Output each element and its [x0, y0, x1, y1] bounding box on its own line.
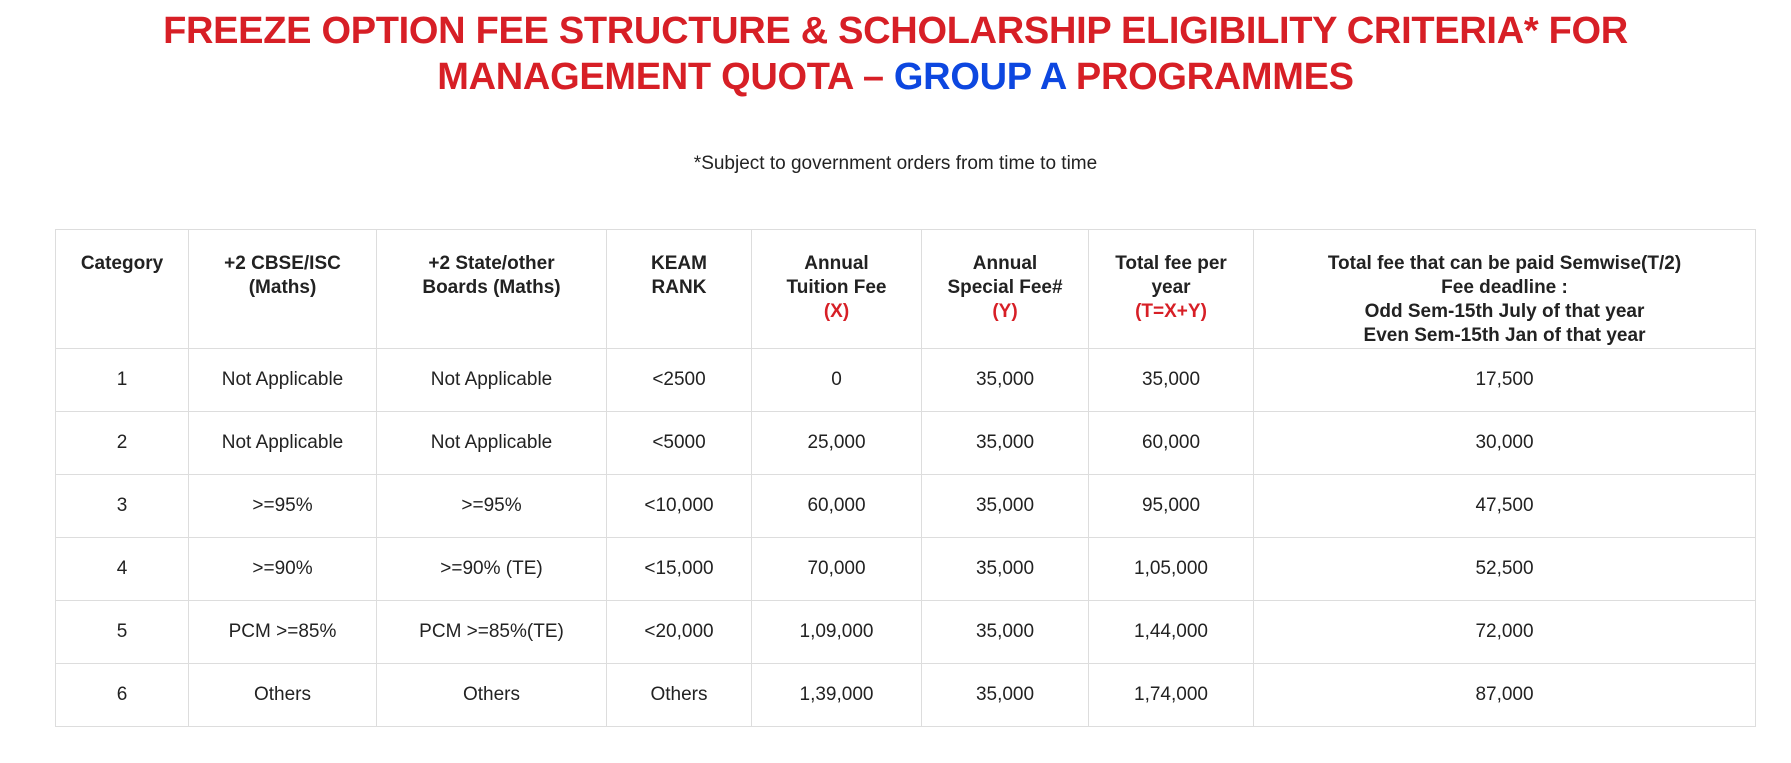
cell-keam: <15,000: [607, 538, 752, 601]
header-cbse-line-1: +2 CBSE/ISC: [224, 253, 341, 274]
cell-state: Not Applicable: [377, 412, 607, 475]
header-total-formula: (T=X+Y): [1135, 301, 1207, 322]
header-keam-line-2: RANK: [651, 277, 707, 298]
title-line-2-prefix: MANAGEMENT QUOTA –: [437, 56, 894, 98]
cell-state: PCM >=85%(TE): [377, 601, 607, 664]
cell-tuition: 1,39,000: [752, 664, 922, 727]
header-tuition-symbol: (X): [823, 301, 850, 322]
header-state-boards: [377, 230, 607, 349]
cell-keam: Others: [607, 664, 752, 727]
cell-total: 95,000: [1089, 475, 1254, 538]
cell-category: 3: [56, 475, 189, 538]
header-semwise-line-2: Fee deadline :: [1441, 277, 1568, 298]
table-row: [56, 475, 1756, 538]
cell-state: Others: [377, 664, 607, 727]
subtitle-note: *Subject to government orders from time to time: [693, 153, 1098, 174]
cell-cbse: >=90%: [189, 538, 377, 601]
cell-tuition: 25,000: [752, 412, 922, 475]
header-semwise-line-1: Total fee that can be paid Semwise(T/2): [1327, 253, 1682, 274]
header-tuition-line-1: Annual: [804, 253, 869, 274]
header-state-line-2: Boards (Maths): [422, 277, 561, 298]
header-tuition-fee: [752, 230, 922, 349]
page-title: [0, 8, 1791, 100]
page-title-line-2: [0, 54, 1791, 100]
table-row: [56, 601, 1756, 664]
cell-special: 35,000: [922, 664, 1089, 727]
cell-special: 35,000: [922, 538, 1089, 601]
cell-special: 35,000: [922, 475, 1089, 538]
header-category-label: Category: [80, 253, 164, 274]
header-total-line-2: year: [1151, 277, 1191, 298]
table-row: [56, 664, 1756, 727]
cell-keam: <2500: [607, 349, 752, 412]
cell-special: 35,000: [922, 349, 1089, 412]
cell-keam: <20,000: [607, 601, 752, 664]
title-line-2-suffix: PROGRAMMES: [1065, 56, 1354, 98]
header-special-line-2: Special Fee#: [947, 277, 1063, 298]
page-title-line-1: [0, 8, 1791, 54]
cell-semwise: 52,500: [1254, 538, 1756, 601]
cell-category: 2: [56, 412, 189, 475]
header-category: [56, 230, 189, 349]
cell-tuition: 0: [752, 349, 922, 412]
cell-category: 1: [56, 349, 189, 412]
table-header-row: [56, 230, 1756, 349]
cell-state: >=90% (TE): [377, 538, 607, 601]
cell-tuition: 60,000: [752, 475, 922, 538]
cell-cbse: PCM >=85%: [189, 601, 377, 664]
table-row: [56, 538, 1756, 601]
header-keam-line-1: KEAM: [651, 253, 707, 274]
cell-state: >=95%: [377, 475, 607, 538]
cell-category: 4: [56, 538, 189, 601]
cell-semwise: 47,500: [1254, 475, 1756, 538]
cell-category: 6: [56, 664, 189, 727]
cell-semwise: 30,000: [1254, 412, 1756, 475]
cell-state: Not Applicable: [377, 349, 607, 412]
header-total-fee: [1089, 230, 1254, 349]
table-row: [56, 412, 1756, 475]
header-special-fee: [922, 230, 1089, 349]
header-semwise-line-3: Odd Sem-15th July of that year: [1364, 301, 1645, 322]
header-semwise-fee: [1254, 230, 1756, 349]
header-keam-rank: [607, 230, 752, 349]
header-tuition-line-2: Tuition Fee: [786, 277, 887, 298]
header-cbse-line-2: (Maths): [248, 277, 317, 298]
cell-cbse: >=95%: [189, 475, 377, 538]
header-semwise-line-4: Even Sem-15th Jan of that year: [1363, 325, 1646, 346]
cell-cbse: Others: [189, 664, 377, 727]
cell-total: 60,000: [1089, 412, 1254, 475]
cell-total: 35,000: [1089, 349, 1254, 412]
title-group-label: GROUP A: [893, 56, 1066, 98]
cell-total: 1,74,000: [1089, 664, 1254, 727]
cell-semwise: 87,000: [1254, 664, 1756, 727]
cell-special: 35,000: [922, 601, 1089, 664]
cell-total: 1,44,000: [1089, 601, 1254, 664]
header-special-symbol: (Y): [992, 301, 1018, 322]
cell-keam: <10,000: [607, 475, 752, 538]
header-total-line-1: Total fee per: [1115, 253, 1227, 274]
table-row: [56, 349, 1756, 412]
header-cbse: [189, 230, 377, 349]
cell-tuition: 1,09,000: [752, 601, 922, 664]
header-special-line-1: Annual: [972, 253, 1038, 274]
cell-semwise: 72,000: [1254, 601, 1756, 664]
cell-cbse: Not Applicable: [189, 349, 377, 412]
cell-special: 35,000: [922, 412, 1089, 475]
cell-keam: <5000: [607, 412, 752, 475]
cell-category: 5: [56, 601, 189, 664]
cell-tuition: 70,000: [752, 538, 922, 601]
title-line-1-text: FREEZE OPTION FEE STRUCTURE & SCHOLARSHIP ELIGIBILITY CRITERIA* FOR: [163, 10, 1628, 52]
fee-structure-table: [55, 229, 1756, 727]
cell-semwise: 17,500: [1254, 349, 1756, 412]
cell-cbse: Not Applicable: [189, 412, 377, 475]
cell-total: 1,05,000: [1089, 538, 1254, 601]
header-state-line-1: +2 State/other: [428, 253, 555, 274]
